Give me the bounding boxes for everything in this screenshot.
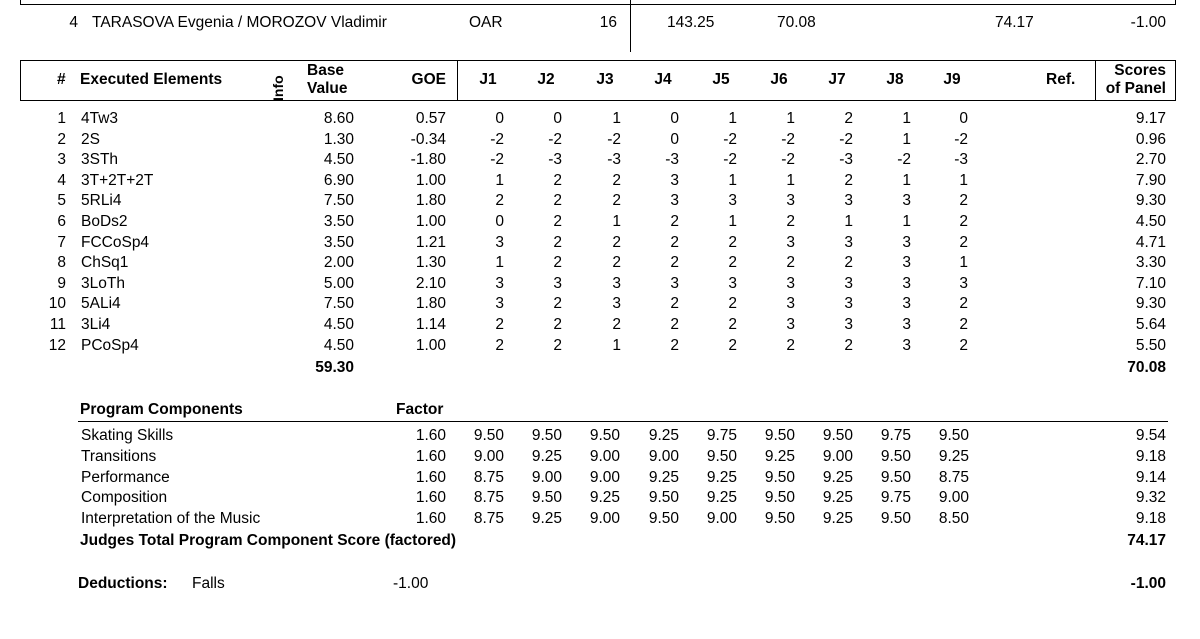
element-judge-j3: 1: [612, 336, 621, 354]
element-judge-j2: 3: [553, 274, 562, 292]
element-name: 3Li4: [81, 316, 111, 333]
element-judge-j8: 3: [902, 316, 911, 333]
component-judge-j1: 9.50: [473, 427, 504, 444]
element-base-value: 7.50: [323, 295, 354, 313]
component-judge-j2: 9.25: [531, 447, 562, 465]
component-judge-j7: 9.25: [822, 510, 853, 528]
col-scores-header-1: Scores: [1114, 62, 1166, 79]
component-judge-j4: 9.50: [648, 510, 679, 528]
component-judge-j7: 9.25: [822, 489, 853, 507]
judge-header-j1: J1: [479, 71, 497, 88]
element-judge-j2: 2: [553, 233, 562, 251]
deductions-total: -1.00: [1130, 575, 1166, 592]
element-judge-j2: -3: [548, 151, 562, 169]
element-judge-j3: 1: [612, 110, 621, 127]
element-judge-j7: 2: [844, 336, 853, 354]
element-name: PCoSp4: [81, 336, 139, 354]
element-base-value: 4.50: [323, 316, 354, 333]
element-judge-j7: 2: [844, 110, 853, 127]
element-judge-j4: 0: [670, 130, 679, 148]
component-judge-j6: 9.50: [764, 510, 795, 528]
element-name: 3STh: [81, 151, 119, 169]
element-name: BoDs2: [81, 213, 128, 230]
element-judge-j6: 3: [786, 233, 795, 251]
element-judge-j1: -2: [490, 130, 504, 148]
skater-nation: OAR: [469, 14, 503, 31]
element-num: 2: [57, 130, 66, 148]
element-score: 5.50: [1135, 336, 1166, 354]
component-judge-j9: 9.00: [938, 489, 969, 507]
judge-header-j9: J9: [943, 71, 961, 88]
element-goe: 1.21: [415, 233, 446, 251]
component-judge-j1: 9.00: [473, 447, 504, 465]
element-num: 3: [57, 151, 66, 169]
header-divider: [630, 0, 631, 52]
element-judge-j2: 2: [553, 192, 562, 210]
element-judge-j5: -2: [723, 130, 737, 148]
element-base-value: 8.60: [323, 110, 354, 127]
element-base-value: 6.90: [323, 171, 354, 189]
component-name: Interpretation of the Music: [81, 510, 261, 528]
element-score: 7.10: [1135, 274, 1166, 292]
element-judge-j7: 3: [844, 274, 853, 292]
col-goe-header: GOE: [411, 71, 446, 88]
judge-header-j5: J5: [712, 71, 730, 88]
deductions-type: Falls: [192, 575, 225, 592]
element-judge-j9: 1: [959, 254, 968, 272]
element-judge-j5: 3: [728, 274, 737, 292]
element-judge-j8: 3: [902, 295, 911, 313]
element-judge-j8: 3: [902, 192, 911, 210]
element-goe: 1.80: [415, 192, 446, 210]
skater-name: TARASOVA Evgenia / MOROZOV Vladimir: [92, 14, 387, 31]
element-judge-j2: 0: [553, 110, 562, 127]
element-judge-j4: 3: [670, 171, 679, 189]
element-num: 5: [57, 192, 66, 210]
element-judge-j5: 1: [728, 110, 737, 127]
element-judge-j8: 1: [902, 130, 911, 148]
component-judge-j4: 9.25: [648, 427, 679, 444]
element-judge-j9: 3: [959, 274, 968, 292]
element-judge-j2: 2: [553, 254, 562, 272]
component-judge-j5: 9.75: [706, 427, 737, 444]
component-score: 9.18: [1135, 510, 1166, 528]
element-judge-j9: 0: [959, 110, 968, 127]
element-goe: -1.80: [410, 151, 446, 169]
element-judge-j3: 2: [612, 233, 621, 251]
component-factor: 1.60: [415, 510, 446, 528]
element-judge-j4: 2: [670, 316, 679, 333]
col-ref-header: Ref.: [1046, 71, 1076, 88]
component-judge-j3: 9.00: [589, 510, 620, 528]
element-judge-j4: 0: [670, 110, 679, 127]
element-judge-j1: 1: [495, 254, 504, 272]
component-name: Composition: [81, 489, 168, 507]
element-judge-j9: 2: [959, 233, 968, 251]
component-judge-j2: 9.25: [531, 510, 562, 528]
starting-number: 16: [599, 14, 617, 31]
skater-rank: 4: [69, 14, 78, 31]
component-score: 9.18: [1135, 447, 1166, 465]
element-judge-j1: 3: [495, 295, 504, 313]
component-judge-j3: 9.00: [589, 468, 620, 486]
col-scores-header-2: of Panel: [1105, 80, 1166, 97]
element-judge-j7: 3: [844, 295, 853, 313]
component-judge-j5: 9.00: [706, 510, 737, 528]
judge-header-j3: J3: [596, 71, 614, 88]
element-base-value: 5.00: [323, 274, 354, 292]
element-judge-j8: 3: [902, 254, 911, 272]
component-judge-j9: 9.50: [938, 427, 969, 444]
element-judge-j6: 3: [786, 316, 795, 333]
total-element-score: 70.08: [777, 14, 816, 31]
component-score: 9.14: [1135, 468, 1166, 486]
element-goe: -0.34: [410, 130, 446, 148]
component-judge-j3: 9.50: [589, 427, 620, 444]
element-score: 0.96: [1135, 130, 1166, 148]
element-goe: 0.57: [415, 110, 446, 127]
element-judge-j5: 1: [728, 171, 737, 189]
col-base-header-1: Base: [307, 62, 345, 79]
element-score: 4.71: [1135, 233, 1166, 251]
element-name: 3T+2T+2T: [81, 171, 154, 189]
element-judge-j3: -3: [607, 151, 621, 169]
element-judge-j1: 2: [495, 316, 504, 333]
element-judge-j9: 2: [959, 316, 968, 333]
judge-header-j6: J6: [770, 71, 788, 88]
element-judge-j7: 3: [844, 233, 853, 251]
element-judge-j1: 3: [495, 233, 504, 251]
element-judge-j8: 1: [902, 110, 911, 127]
component-judge-j9: 8.75: [938, 468, 969, 486]
component-judge-j9: 9.25: [938, 447, 969, 465]
element-judge-j3: 3: [612, 274, 621, 292]
component-judge-j6: 9.50: [764, 468, 795, 486]
judge-header-j2: J2: [537, 71, 555, 88]
element-judge-j7: -2: [839, 130, 853, 148]
element-num: 10: [48, 295, 66, 313]
col-info-header: Info: [270, 75, 286, 101]
element-name: 4Tw3: [81, 110, 119, 127]
element-judge-j9: 2: [959, 295, 968, 313]
components-total: 74.17: [1127, 532, 1166, 549]
element-judge-j5: -2: [723, 151, 737, 169]
deductions-label: Deductions:: [78, 575, 168, 592]
element-num: 4: [57, 171, 66, 189]
element-goe: 1.80: [415, 295, 446, 313]
component-score: 9.54: [1135, 427, 1166, 444]
component-judge-j1: 8.75: [473, 510, 504, 528]
element-judge-j2: 2: [553, 295, 562, 313]
component-factor: 1.60: [415, 489, 446, 507]
element-judge-j4: 2: [670, 233, 679, 251]
component-judge-j6: 9.50: [764, 489, 795, 507]
element-score: 9.30: [1135, 192, 1166, 210]
element-num: 12: [48, 336, 66, 354]
component-name: Transitions: [81, 447, 157, 465]
element-judge-j9: 2: [959, 336, 968, 354]
component-judge-j3: 9.25: [589, 489, 620, 507]
component-judge-j5: 9.25: [706, 489, 737, 507]
judge-header-j8: J8: [886, 71, 904, 88]
component-judge-j9: 8.50: [938, 510, 969, 528]
base-value-total: 59.30: [315, 359, 354, 376]
component-judge-j6: 9.50: [764, 427, 795, 444]
element-judge-j4: 2: [670, 213, 679, 230]
element-name: 2S: [81, 130, 100, 148]
element-judge-j4: 2: [670, 295, 679, 313]
element-score: 3.30: [1135, 254, 1166, 272]
component-factor: 1.60: [415, 427, 446, 444]
component-judge-j7: 9.00: [822, 447, 853, 465]
element-num: 1: [57, 110, 66, 127]
element-judge-j1: 2: [495, 336, 504, 354]
element-judge-j9: 2: [959, 192, 968, 210]
element-num: 6: [57, 213, 66, 230]
component-judge-j2: 9.00: [531, 468, 562, 486]
element-judge-j6: 3: [786, 295, 795, 313]
element-judge-j6: -2: [781, 151, 795, 169]
element-name: ChSq1: [81, 254, 129, 272]
element-judge-j7: 3: [844, 192, 853, 210]
elements-total: 70.08: [1127, 359, 1166, 376]
total-segment-score: 143.25: [667, 14, 715, 31]
element-base-value: 3.50: [323, 233, 354, 251]
component-judge-j2: 9.50: [531, 489, 562, 507]
element-num: 11: [49, 316, 66, 333]
element-judge-j1: -2: [490, 151, 504, 169]
element-name: 5ALi4: [81, 295, 121, 313]
element-judge-j5: 2: [728, 254, 737, 272]
element-base-value: 1.30: [323, 130, 354, 148]
element-judge-j3: 2: [612, 192, 621, 210]
element-score: 7.90: [1135, 171, 1166, 189]
element-judge-j3: 3: [612, 295, 621, 313]
element-judge-j3: 2: [612, 316, 621, 333]
component-judge-j8: 9.75: [880, 489, 911, 507]
component-factor: 1.60: [415, 447, 446, 465]
component-judge-j8: 9.50: [880, 447, 911, 465]
element-name: 3LoTh: [81, 274, 125, 292]
element-judge-j5: 2: [728, 233, 737, 251]
element-score: 2.70: [1135, 151, 1166, 169]
element-judge-j7: 2: [844, 254, 853, 272]
element-score: 5.64: [1135, 316, 1166, 333]
components-title: Program Components: [80, 401, 243, 418]
element-judge-j2: 2: [553, 316, 562, 333]
element-base-value: 2.00: [323, 254, 354, 272]
component-score: 9.32: [1135, 489, 1166, 507]
element-judge-j6: 1: [786, 171, 795, 189]
element-name: FCCoSp4: [81, 233, 150, 251]
element-judge-j8: 1: [902, 171, 911, 189]
element-goe: 2.10: [415, 274, 446, 292]
judge-header-j7: J7: [828, 71, 846, 88]
element-judge-j4: 2: [670, 254, 679, 272]
element-judge-j6: -2: [781, 130, 795, 148]
element-base-value: 4.50: [323, 151, 354, 169]
element-base-value: 7.50: [323, 192, 354, 210]
element-score: 9.17: [1135, 110, 1166, 127]
element-base-value: 3.50: [323, 213, 354, 230]
element-goe: 1.14: [415, 316, 446, 333]
component-judge-j8: 9.50: [880, 510, 911, 528]
element-judge-j4: 3: [670, 274, 679, 292]
element-judge-j7: 1: [844, 213, 853, 230]
component-judge-j5: 9.25: [706, 468, 737, 486]
element-judge-j9: 1: [959, 171, 968, 189]
element-num: 9: [57, 274, 66, 292]
element-score: 9.30: [1135, 295, 1166, 313]
element-judge-j1: 1: [495, 171, 504, 189]
component-judge-j1: 8.75: [473, 489, 504, 507]
element-judge-j3: -2: [607, 130, 621, 148]
element-judge-j2: -2: [548, 130, 562, 148]
element-judge-j6: 3: [786, 274, 795, 292]
component-name: Performance: [81, 468, 170, 486]
col-num-header: #: [57, 71, 66, 88]
element-goe: 1.00: [415, 171, 446, 189]
element-judge-j7: -3: [839, 151, 853, 169]
element-goe: 1.00: [415, 213, 446, 230]
element-judge-j3: 2: [612, 171, 621, 189]
component-factor: 1.60: [415, 468, 446, 486]
judge-header-j4: J4: [654, 71, 672, 88]
element-judge-j1: 3: [495, 274, 504, 292]
element-judge-j2: 2: [553, 171, 562, 189]
element-judge-j9: -3: [954, 151, 968, 169]
deductions-value: -1.00: [393, 575, 429, 592]
element-judge-j3: 1: [612, 213, 621, 230]
components-total-label: Judges Total Program Component Score (factored): [80, 532, 457, 549]
element-judge-j5: 2: [728, 316, 737, 333]
component-judge-j8: 9.50: [880, 468, 911, 486]
element-judge-j8: 1: [902, 213, 911, 230]
component-judge-j3: 9.00: [589, 447, 620, 465]
element-judge-j5: 3: [728, 192, 737, 210]
element-judge-j4: -3: [665, 151, 679, 169]
element-judge-j9: -2: [954, 130, 968, 148]
top-frame-bottom: [20, 4, 1176, 5]
element-judge-j6: 2: [786, 336, 795, 354]
element-name: 5RLi4: [81, 192, 122, 210]
element-score: 4.50: [1135, 213, 1166, 230]
component-judge-j8: 9.75: [880, 427, 911, 444]
element-judge-j6: 2: [786, 213, 795, 230]
element-num: 8: [57, 254, 66, 272]
component-judge-j4: 9.00: [648, 447, 679, 465]
element-judge-j6: 1: [786, 110, 795, 127]
element-judge-j4: 3: [670, 192, 679, 210]
component-judge-j2: 9.50: [531, 427, 562, 444]
component-judge-j7: 9.25: [822, 468, 853, 486]
component-judge-j6: 9.25: [764, 447, 795, 465]
components-divider: [78, 421, 1168, 422]
element-judge-j1: 2: [495, 192, 504, 210]
element-judge-j6: 2: [786, 254, 795, 272]
col-base-header-2: Value: [307, 80, 348, 97]
element-judge-j7: 3: [844, 316, 853, 333]
element-goe: 1.30: [415, 254, 446, 272]
element-goe: 1.00: [415, 336, 446, 354]
element-base-value: 4.50: [323, 336, 354, 354]
element-judge-j8: 3: [902, 233, 911, 251]
element-judge-j8: -2: [897, 151, 911, 169]
element-judge-j2: 2: [553, 336, 562, 354]
element-num: 7: [57, 233, 66, 251]
component-judge-j7: 9.50: [822, 427, 853, 444]
component-judge-j4: 9.50: [648, 489, 679, 507]
element-judge-j8: 3: [902, 336, 911, 354]
component-judge-j4: 9.25: [648, 468, 679, 486]
element-judge-j2: 2: [553, 213, 562, 230]
total-component-score: 74.17: [995, 14, 1034, 31]
element-judge-j9: 2: [959, 213, 968, 230]
component-judge-j5: 9.50: [706, 447, 737, 465]
element-judge-j1: 0: [495, 213, 504, 230]
element-judge-j6: 3: [786, 192, 795, 210]
element-judge-j5: 1: [728, 213, 737, 230]
component-judge-j1: 8.75: [473, 468, 504, 486]
components-factor-header: Factor: [396, 401, 444, 418]
element-judge-j8: 3: [902, 274, 911, 292]
element-judge-j4: 2: [670, 336, 679, 354]
total-deductions: -1.00: [1130, 14, 1166, 31]
element-judge-j1: 0: [495, 110, 504, 127]
element-judge-j5: 2: [728, 295, 737, 313]
element-judge-j3: 2: [612, 254, 621, 272]
element-judge-j5: 2: [728, 336, 737, 354]
component-name: Skating Skills: [81, 427, 174, 444]
col-executed-header: Executed Elements: [80, 71, 223, 88]
element-judge-j7: 2: [844, 171, 853, 189]
